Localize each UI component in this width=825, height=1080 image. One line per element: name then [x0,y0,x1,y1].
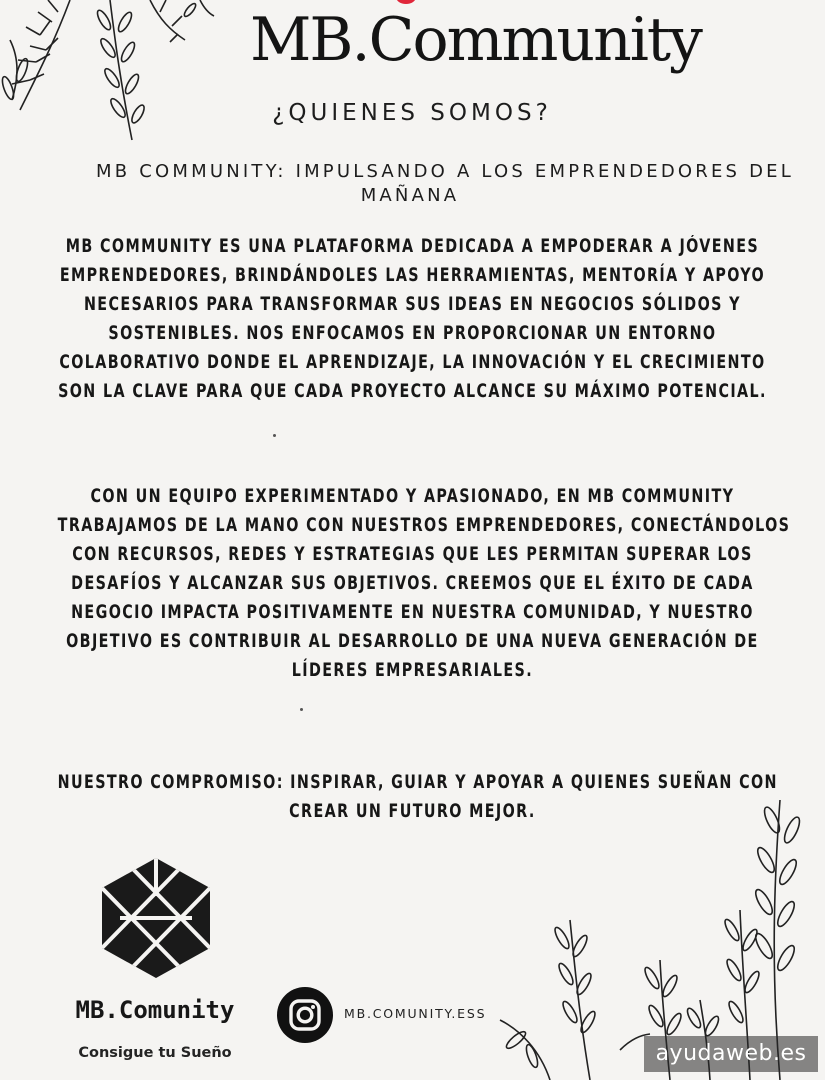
logo-name: MB.Comunity [75,996,235,1024]
paragraph-line: SON LA CLAVE PARA QUE CADA PROYECTO ALCANCE SU MÁXIMO POTENCIAL. [58,381,767,402]
paragraph-line: NECESARIOS PARA TRANSFORMAR SUS IDEAS EN NEGOCIOS SÓLIDOS Y [83,294,741,315]
mb-hexagon-logo-icon [100,856,212,980]
paragraph-line: MB COMMUNITY ES UNA PLATAFORMA DEDICADA A EMPODERAR A JÓVENES [65,236,760,257]
instagram-icon[interactable] [276,986,334,1044]
instagram-handle[interactable]: MB.COMUNITY.ESS [344,1006,487,1021]
subtitle [30,160,825,208]
paragraph-intro [58,232,768,406]
divider-dot [300,708,303,711]
paragraph-line: TRABAJAMOS DE LA MANO CON NUESTROS EMPRENDEDORES, CONECTÁNDOLOS [57,515,791,536]
paragraph-line: OBJETIVO ES CONTRIBUIR AL DESARROLLO DE UNA NUEVA GENERACIÓN DE [66,631,759,652]
paragraph-line: NEGOCIO IMPACTA POSITIVAMENTE EN NUESTRA COMUNIDAD, Y NUESTRO [71,602,754,623]
subtitle-line: MAÑANA [360,185,460,206]
paragraph-line: NUESTRO COMPROMISO: INSPIRAR, GUIAR Y APOYAR A QUIENES SUEÑAN CON [57,772,778,793]
paragraph-line: CON RECURSOS, REDES Y ESTRATEGIAS QUE LES PERMITAN SUPERAR LOS [72,544,753,565]
paragraph-line: EMPRENDEDORES, BRINDÁNDOLES LAS HERRAMIENTAS, MENTORÍA Y APOYO [59,265,765,286]
paragraph-line: LÍDERES EMPRESARIALES. [291,660,534,681]
brand-title: MB.Community [250,5,701,75]
paragraph-line: COLABORATIVO DONDE EL APRENDIZAJE, LA INNOVACIÓN Y EL CRECIMIENTO [59,352,766,373]
watermark: ayudaweb.es [644,1036,818,1072]
subtitle-line: MB COMMUNITY: IMPULSANDO A LOS EMPRENDEDORES DEL [96,161,794,182]
paragraph-line: DESAFÍOS Y ALCANZAR SUS OBJETIVOS. CREEMOS QUE EL ÉXITO DE CADA [71,573,754,594]
paragraph-line: CREAR UN FUTURO MEJOR. [289,801,536,822]
section-heading: ¿QUIENES SOMOS? [272,100,552,126]
paragraph-line: CON UN EQUIPO EXPERIMENTADO Y APASIONADO, EN MB COMMUNITY [90,486,735,507]
paragraph-team [57,482,791,685]
divider-dot [273,434,276,437]
logo-tagline: Consigue tu Sueño [78,1045,232,1061]
foliage-top-left-illustration [0,0,230,150]
paragraph-line: SOSTENIBLES. NOS ENFOCAMOS EN PROPORCIONAR UN ENTORNO [108,323,717,344]
